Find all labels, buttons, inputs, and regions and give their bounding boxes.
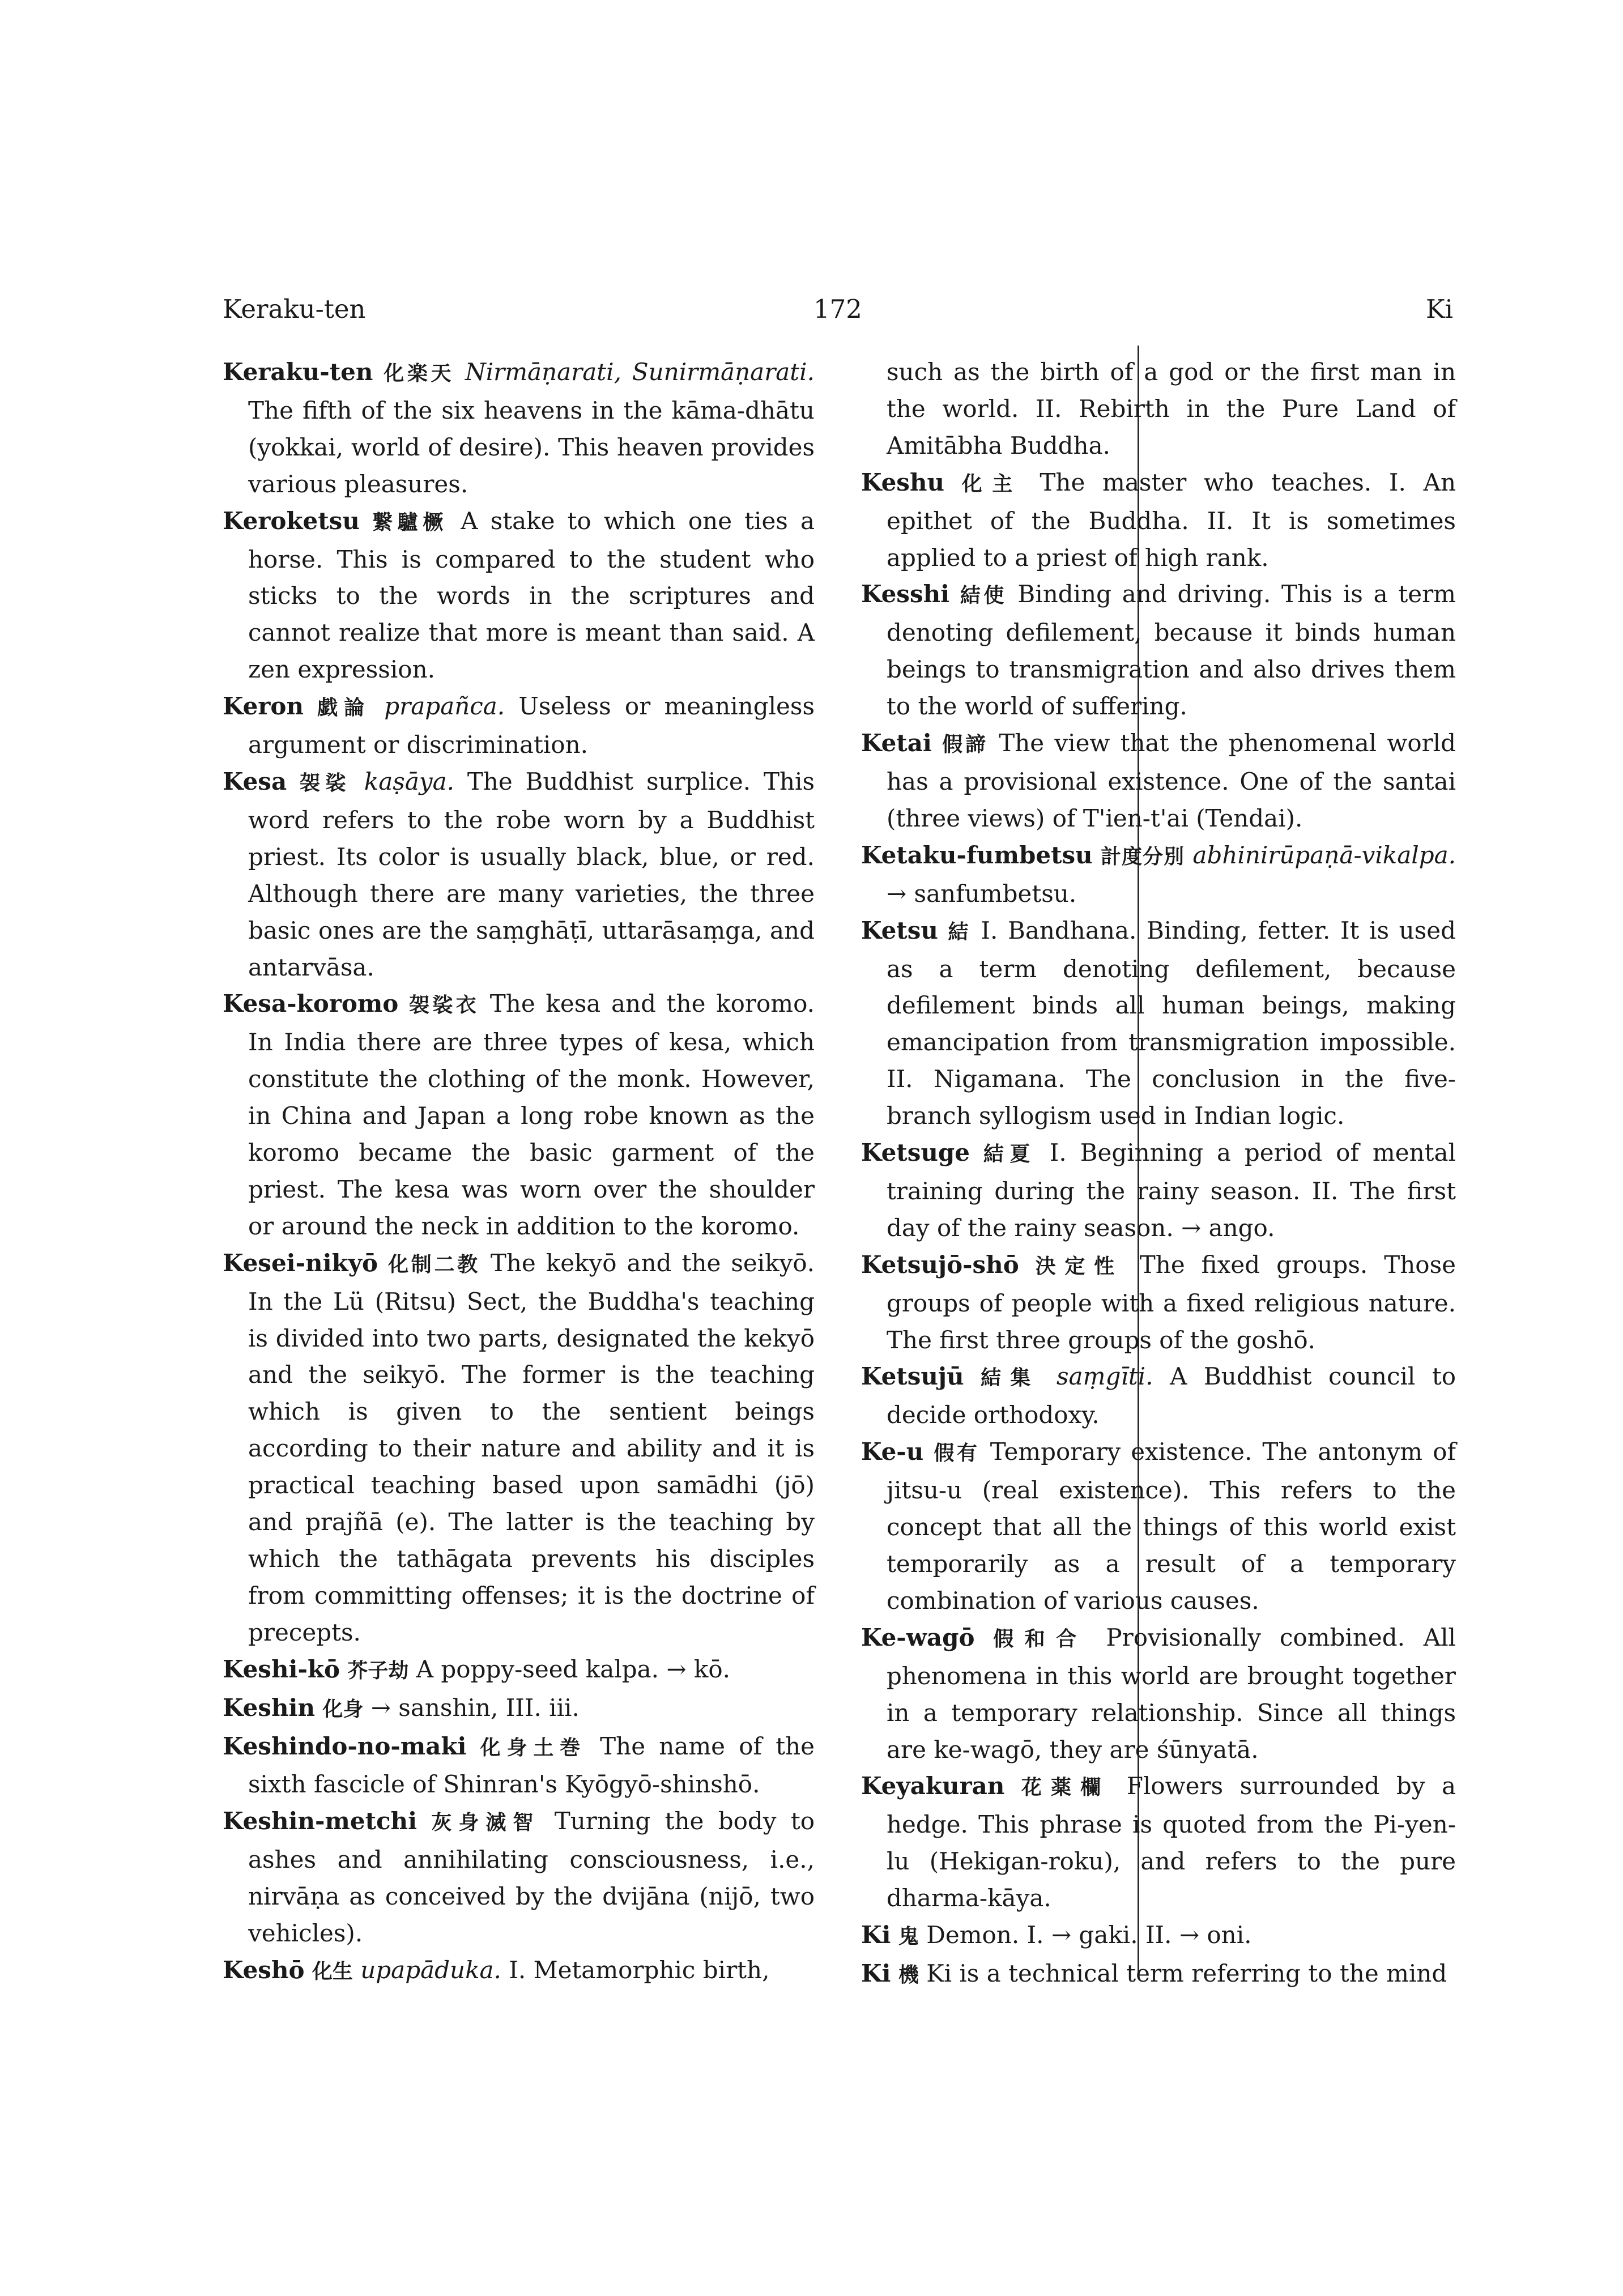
entry-kanji: 灰身滅智 [431, 1811, 540, 1835]
header-last-entry: Ki [1425, 294, 1453, 324]
entry-sanskrit-term: Nirmāṇarati, Sunirmāṇarati. [465, 358, 815, 386]
entry-definition: Turning the body to ashes and annihilating consciousness, i.e., nirvāṇa as conceived by the dvijāna (nijō, two vehicles). [248, 1807, 815, 1948]
entry-kanji: 化身土巻 [480, 1736, 586, 1760]
entry-definition: The name of the sixth fascicle of Shinran's Kyōgyō-shinshō. [248, 1732, 815, 1799]
dictionary-entry [861, 1434, 1456, 1620]
entry-kanji: 鬼 [898, 1925, 919, 1949]
entry-definition: The view that the phenomenal world has a provisional existence. One of the santai (three views) of T'ien-t'ai (Tendai). [887, 729, 1456, 832]
entry-headword: Ke-wagō [861, 1623, 975, 1651]
entry-definition: Provisionally combined. All phenomena in this world are brought together in a temporary relationship. Since all things are ke-wagō, they are śūnyatā. [887, 1623, 1456, 1763]
dictionary-entry [223, 1803, 815, 1952]
entry-kanji: 芥子劫 [347, 1659, 409, 1682]
entry-headword: Kesa [223, 767, 287, 795]
entry-headword: Keshindo-no-maki [223, 1732, 467, 1760]
entry-kanji: 假諦 [942, 733, 989, 757]
entry-kanji: 化楽天 [384, 362, 455, 385]
entry-definition: Binding and driving. This is a term denoting defilement, because it binds human beings to transmigration and also drives them to the world of suffering. [887, 580, 1456, 721]
dictionary-entry [223, 354, 815, 503]
running-header [223, 287, 1453, 332]
entry-definition: → sanshin, III. iii. [370, 1693, 580, 1722]
entry-headword: Ki [861, 1921, 891, 1949]
entry-kanji: 決定性 [1035, 1254, 1123, 1278]
entry-sanskrit-term: upapāduka. [360, 1956, 501, 1984]
dictionary-entry [223, 503, 815, 689]
entry-headword: Ke-u [861, 1438, 924, 1466]
entry-kanji: 化生 [312, 1960, 353, 1983]
entry-headword: Keraku-ten [223, 358, 373, 386]
entry-kanji: 結 [948, 920, 971, 944]
entry-definition: A poppy-seed kalpa. → kō. [416, 1655, 730, 1683]
dictionary-entry [223, 1651, 815, 1690]
entry-kanji: 結夏 [983, 1143, 1036, 1166]
dictionary-entry [223, 688, 815, 764]
entry-definition: A stake to which one ties a horse. This is compared to the student who sticks to the words in the scriptures and cannot realize that more is meant than said. A zen expression. [248, 506, 815, 684]
dictionary-entry [223, 1952, 815, 1991]
entry-definition: The kesa and the koromo. In India there are three types of kesa, which constitute the clothing of the monk. However, in China and Japan a long robe known as the koromo became the basic garment of the priest. The kesa was worn over the shoulder or around the neck in addition to the koromo. [248, 990, 815, 1240]
entry-headword: Keyakuran [861, 1772, 1005, 1800]
entry-definition: The kekyō and the seikyō. In the Lü (Ritsu) Sect, the Buddha's teaching is divided into two parts, designated the kekyō and the seikyō. The former is the teaching which is given to the sentient beings according to their nature and ability and it is practical teaching based upon samādhi (jō) and prajñā (e). The latter is the teaching by which the tathāgata prevents his disciples from committing offenses; it is the doctrine of precepts. [248, 1249, 815, 1646]
right-column [861, 354, 1456, 1994]
entry-headword: Keshin [223, 1693, 315, 1722]
entry-definition: Flowers surrounded by a hedge. This phrase is quoted from the Pi-yen-lu (Hekigan-roku), and refers to the pure dharma-kāya. [887, 1772, 1456, 1912]
entry-headword: Ketai [861, 729, 932, 757]
dictionary-entry [861, 1358, 1456, 1434]
entry-headword: Ketsu [861, 916, 938, 944]
dictionary-entry [223, 1245, 815, 1651]
entry-headword: Ki [861, 1959, 891, 1987]
entry-headword: Keshu [861, 468, 945, 496]
entry-kanji: 化主 [961, 472, 1023, 496]
entry-definition: The Buddhist surplice. This word refers to the robe worn by a Buddhist priest. Its color is usually black, blue, or red. Although there are many varieties, the three basic ones are the saṃghāṭī, uttarāsaṃga, and antarvāsa. [248, 767, 815, 981]
dictionary-entry [861, 465, 1456, 577]
entry-sanskrit-term: kaṣāya. [364, 767, 454, 795]
entry-definition: The master who teaches. I. An epithet of the Buddha. II. It is sometimes applied to a priest of high rank. [887, 468, 1456, 572]
entry-headword: Kesa-koromo [223, 990, 399, 1018]
dictionary-entry [223, 1690, 815, 1728]
entry-definition: I. Beginning a period of mental training during the rainy season. II. The first day of the rainy season. → ango. [887, 1139, 1456, 1242]
entry-headword: Ketsujū [861, 1362, 964, 1391]
dictionary-entry [223, 1728, 815, 1804]
dictionary-entry [861, 1917, 1456, 1956]
entry-kanji: 結使 [960, 584, 1007, 608]
entry-sanskrit-term: prapañca. [384, 692, 505, 721]
entry-kanji: 袈裟衣 [409, 994, 480, 1017]
dictionary-entry [861, 1247, 1456, 1359]
entry-kanji: 化制二教 [388, 1253, 480, 1276]
entry-kanji: 花薬欄 [1021, 1776, 1110, 1800]
entry-headword: Keroketsu [223, 506, 360, 535]
entry-kanji: 假和合 [993, 1627, 1088, 1651]
entry-headword: Keshi-kō [223, 1655, 340, 1683]
entry-kanji: 袈裟 [300, 771, 351, 795]
entry-headword: Kesshi [861, 580, 950, 608]
entry-kanji: 結集 [981, 1366, 1040, 1390]
entry-kanji: 假有 [934, 1442, 980, 1466]
header-first-entry: Keraku-ten [223, 294, 366, 324]
dictionary-entry [861, 1135, 1456, 1247]
page-number: 172 [813, 294, 862, 324]
entry-definition: I. Metamorphic birth, [509, 1956, 770, 1984]
entry-definition: such as the birth of a god or the first man in the world. II. Rebirth in the Pure Land of Amitābha Buddha. [887, 358, 1456, 459]
entry-definition: I. Bandhana. Binding, fetter. It is used as a term denoting defilement, because defilement binds all human beings, making emancipation from transmigration impossible. II. Nigamana. The conclusion in the five-branch syllogism used in Indian logic. [887, 916, 1456, 1130]
entry-headword: Keshin-metchi [223, 1807, 418, 1835]
dictionary-entry [861, 837, 1456, 913]
dictionary-entry [861, 725, 1456, 837]
entry-definition: The fixed groups. Those groups of people with a fixed religious nature. The first three groups of the goshō. [887, 1250, 1456, 1354]
entry-kanji: 繋驢橛 [372, 510, 449, 534]
entry-kanji: 化身 [322, 1697, 364, 1721]
entry-kanji: 戯論 [317, 696, 371, 720]
left-column [223, 354, 815, 1991]
entry-headword: Keron [223, 692, 304, 721]
entry-definition: → sanfumbetsu. [887, 879, 1077, 908]
entry-headword: Keshō [223, 1956, 305, 1984]
entry-definition: Demon. I. → gaki. II. → oni. [926, 1921, 1252, 1949]
entry-definition: Temporary existence. The antonym of jitsu-u (real existence). This refers to the concept that all the things of this world exist temporarily as a result of a temporary combination of various causes. [887, 1438, 1456, 1615]
entry-definition: Useless or meaningless argument or discrimination. [248, 692, 815, 759]
dictionary-entry [861, 1620, 1456, 1769]
entry-sanskrit-term: abhinirūpaṇā-vikalpa. [1192, 841, 1456, 869]
entry-headword: Ketsuge [861, 1139, 970, 1167]
entry-sanskrit-term: saṃgīti. [1056, 1362, 1153, 1391]
entry-kanji: 機 [898, 1963, 919, 1987]
dictionary-entry [861, 576, 1456, 725]
dictionary-entry [861, 1768, 1456, 1917]
entry-definition: Ki is a technical term referring to the mind [926, 1959, 1447, 1987]
entry-definition: A Buddhist council to decide orthodoxy. [887, 1362, 1456, 1429]
entry-kanji: 計度分別 [1101, 845, 1185, 868]
entry-headword: Ketaku-fumbetsu [861, 841, 1093, 869]
entry-headword: Kesei-nikyō [223, 1249, 378, 1277]
dictionary-entry [861, 354, 1456, 465]
dictionary-entry [861, 913, 1456, 1135]
entry-headword: Ketsujō-shō [861, 1250, 1019, 1279]
dictionary-entry [223, 764, 815, 986]
entry-definition: The fifth of the six heavens in the kāma-dhātu (yokkai, world of desire). This heaven provides various pleasures. [248, 396, 815, 498]
dictionary-entry [223, 986, 815, 1245]
dictionary-entry [861, 1956, 1456, 1994]
